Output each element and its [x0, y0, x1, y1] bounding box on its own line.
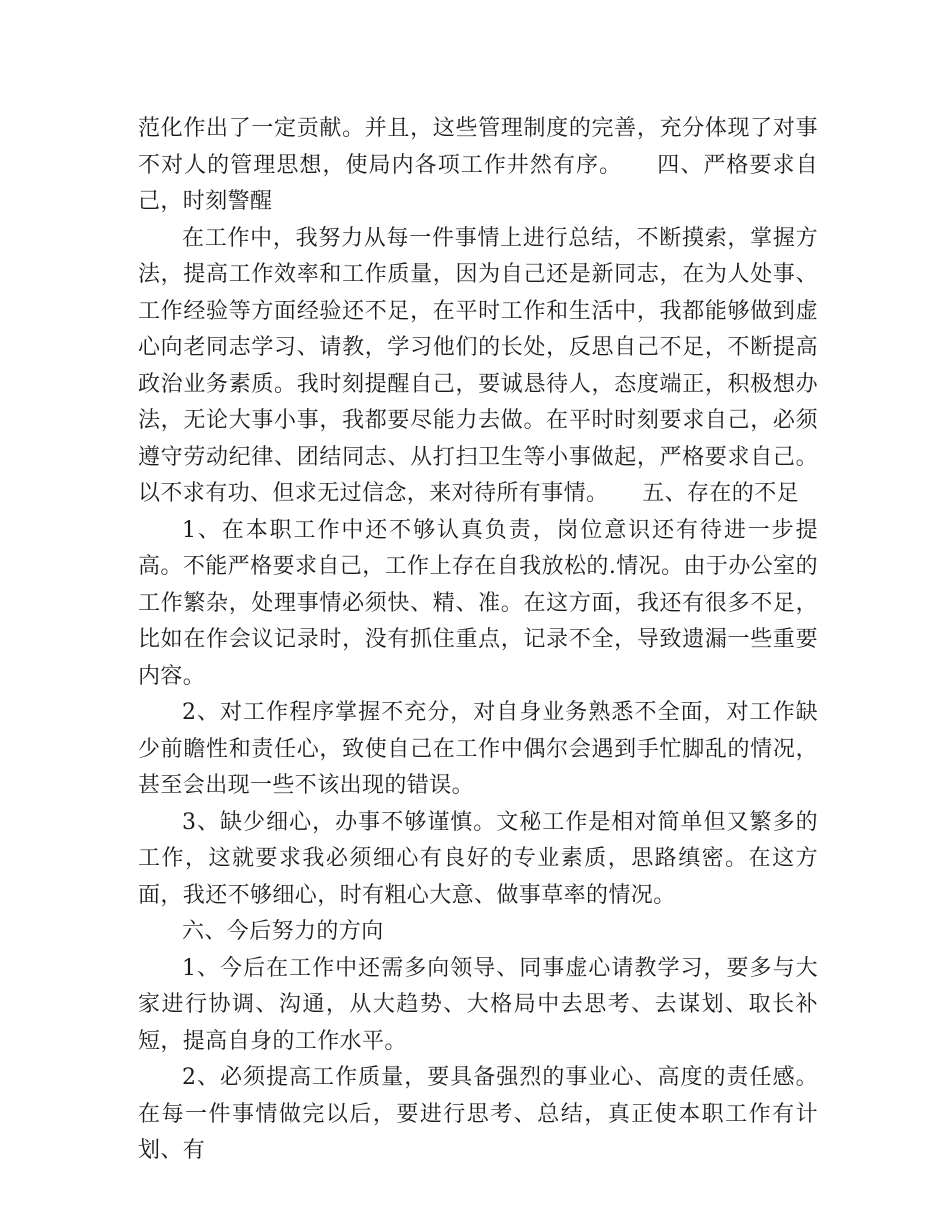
paragraph-5: 3、缺少细心，办事不够谨慎。文秘工作是相对简单但又繁多的工作，这就要求我必须细心有良好的专业素质，思路缜密。在这方面，我还不够细心，时有粗心大意、做事草率的情况。	[138, 809, 818, 908]
section-heading-6: 六、今后努力的方向	[182, 919, 384, 944]
document-body	[138, 111, 818, 1170]
paragraph-1: 范化作出了一定贡献。并且，这些管理制度的完善，充分体现了对事不对人的管理思想，使局内各项工作井然有序。 四、严格要求自己，时刻警醒	[138, 116, 818, 214]
paragraph-8: 2、必须提高工作质量，要具备强烈的事业心、高度的责任感。在每一件事情做完以后，要进行思考、总结，真正使本职工作有计划、有	[138, 1065, 818, 1163]
paragraph-7: 1、今后在工作中还需多向领导、同事虚心请教学习，要多与大家进行协调、沟通，从大趋势、大格局中去思考、去谋划、取长补短，提高自身的工作水平。	[138, 955, 818, 1054]
paragraph-2: 在工作中，我努力从每一件事情上进行总结，不断摸索，掌握方法，提高工作效率和工作质量，因为自己还是新同志，在为人处事、工作经验等方面经验还不足，在平时工作和生活中，我都能够做到虚心向老同志学习、请教，学习他们的长处，反思自己不足，不断提高政治业务素质。我时刻提醒自己，要诚恳待人，态度端正，积极想办法，无论大事小事，我都要尽能力去做。在平时时刻要求自己，必须遵守劳动纪律、团结同志、从打扫卫生等小事做起，严格要求自己。以不求有功、但求无过信念，来对待所有事情。 五、存在的不足	[138, 225, 818, 506]
paragraph-3: 1、在本职工作中还不够认真负责，岗位意识还有待进一步提高。不能严格要求自己，工作上存在自我放松的.情况。由于办公室的工作繁杂，处理事情必须快、精、准。在这方面，我还有很多不足，比如在作会议记录时，没有抓住重点，记录不全，导致遗漏一些重要内容。	[138, 517, 818, 689]
paragraph-4: 2、对工作程序掌握不充分，对自身业务熟悉不全面，对工作缺少前瞻性和责任心，致使自己在工作中偶尔会遇到手忙脚乱的情况，甚至会出现一些不该出现的错误。	[138, 700, 818, 798]
